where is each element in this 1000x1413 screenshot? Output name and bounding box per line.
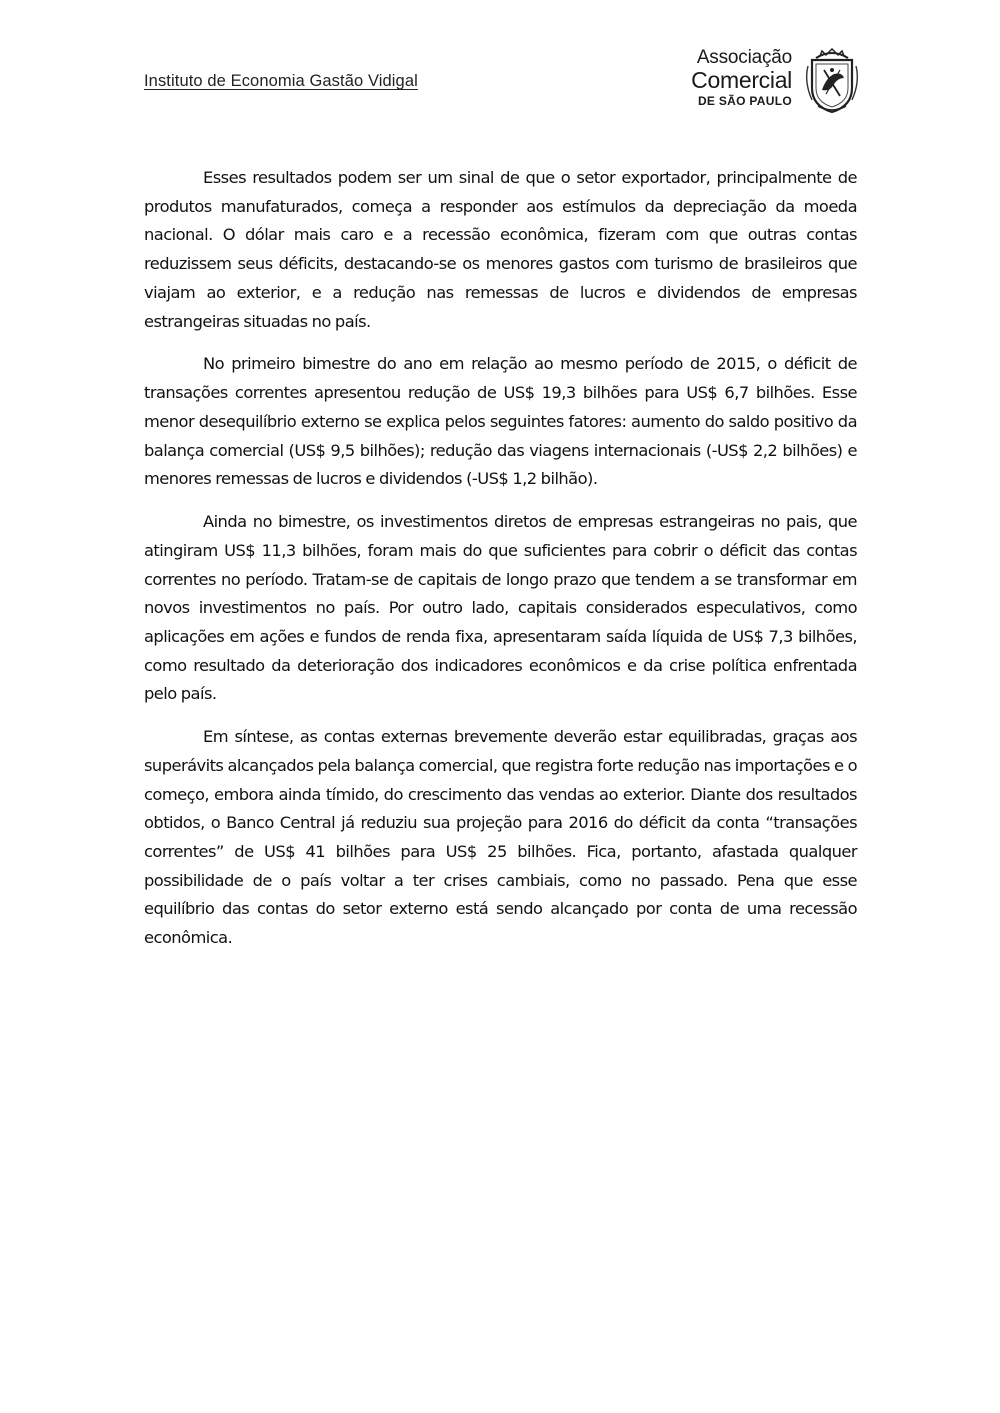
header-title: Instituto de Economia Gastão Vidigal	[144, 72, 418, 90]
paragraph-2: No primeiro bimestre do ano em relação ao mesmo período de 2015, o déficit de transações correntes apresentou redução de US$ 19,3 bilhões para US$ 6,7 bilhões. Esse menor desequilíbrio externo se explica pelos seguintes fatores: aumento do saldo positivo da balança comercial (US$ 9,5 bilhões); redução das viagens internacionais (-US$ 2,2 bilhões) e menores remessas de lucros e dividendos (-US$ 1,2 bilhão).	[144, 354, 857, 489]
logo-line-de-sao-paulo: DE SÃO PAULO	[697, 94, 792, 108]
paragraph-1: Esses resultados podem ser um sinal de que o setor exportador, principalmente de produtos manufaturados, começa a responder aos estímulos da depreciação da moeda nacional. O dólar mais caro e a recessão econômica, fizeram com que outras contas reduzissem seus déficits, destacando-se os menores gastos com turismo de brasileiros que viajam ao exterior, e a redução nas remessas de lucros e dividendos de empresas estrangeiras situadas no país.	[144, 168, 857, 331]
document-body	[144, 164, 857, 967]
association-logo	[688, 48, 864, 118]
logo-line-comercial: Comercial	[691, 67, 792, 93]
paragraph-3: Ainda no bimestre, os investimentos diretos de empresas estrangeiras no pais, que atingiram US$ 11,3 bilhões, foram mais do que suficientes para cobrir o déficit das contas correntes no período. Tratam-se de capitais de longo prazo que tendem a se transformar em novos investimentos no país. Por outro lado, capitais considerados especulativos, como aplicações em ações e fundos de renda fixa, apresentaram saída líquida de US$ 7,3 bilhões, como resultado da deterioração dos indicadores econômicos e da crise política enfrentada pelo país.	[144, 512, 857, 704]
paragraph-4: Em síntese, as contas externas brevemente deverão estar equilibradas, graças aos superávits alcançados pela balança comercial, que registra forte redução nas importações e o começo, embora ainda tímido, do crescimento das vendas ao exterior. Diante dos resultados obtidos, o Banco Central já reduziu sua projeção para 2016 do déficit da conta “transações correntes” de US$ 41 bilhões para US$ 25 bilhões. Fica, portanto, afastada qualquer possibilidade de o país voltar a ter crises cambiais, como no passado. Pena que esse equilíbrio das contas do setor externo está sendo alcançado por conta de uma recessão econômica.	[144, 727, 857, 948]
association-seal-icon	[802, 48, 862, 114]
logo-line-associacao: Associação	[696, 47, 792, 68]
logo-wordmark	[688, 48, 792, 110]
